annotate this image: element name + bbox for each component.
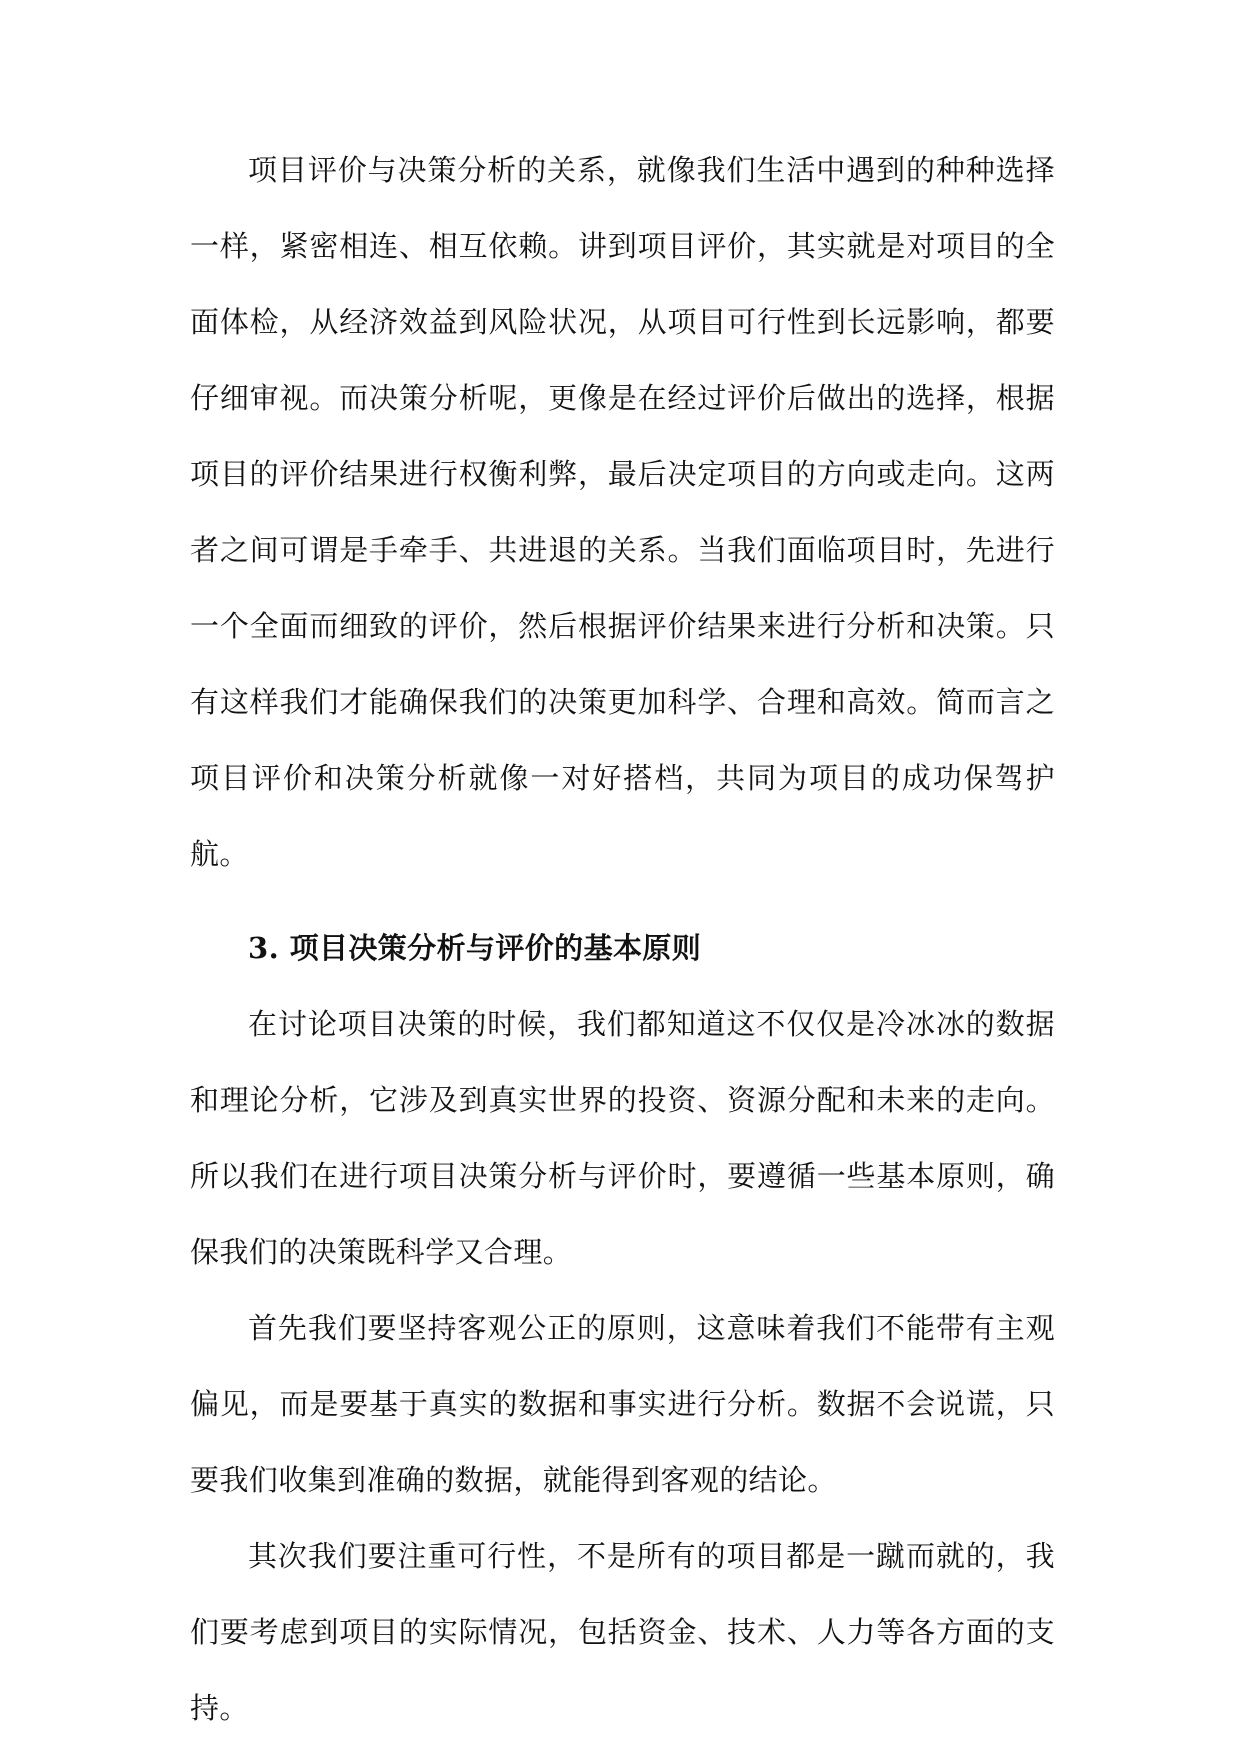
paragraph-feasibility: 其次我们要注重可行性，不是所有的项目都是一蹴而就的，我们要考虑到项目的实际情况，包括资金、技术、人力等各方面的支持。 xyxy=(190,1539,1055,1725)
paragraph-relationship: 项目评价与决策分析的关系，就像我们生活中遇到的种种选择一样，紧密相连、相互依赖。讲到项目评价，其实就是对项目的全面体检，从经济效益到风险状况，从项目可行性到长远影响，都要仔细审视。而决策分析呢，更像是在经过评价后做出的选择，根据项目的评价结果进行权衡利弊，最后决定项目的方向或走向。这两者之间可谓是手牵手、共进退的关系。当我们面临项目时，先进行一个全面而细致的评价，然后根据评价结果来进行分析和决策。只有这样我们才能确保我们的决策更加科学、合理和高效。简而言之项目评价和决策分析就像一对好搭档，共同为项目的成功保驾护航。 xyxy=(190,153,1055,871)
section-heading-basic-principles: 3. 项目决策分析与评价的基本原则 xyxy=(248,931,702,965)
paragraph-objectivity: 首先我们要坚持客观公正的原则，这意味着我们不能带有主观偏见，而是要基于真实的数据和事实进行分析。数据不会说谎，只要我们收集到准确的数据，就能得到客观的结论。 xyxy=(190,1311,1055,1497)
document-page xyxy=(190,132,1055,1746)
paragraph-intro-principles: 在讨论项目决策的时候，我们都知道这不仅仅是冷冰冰的数据和理论分析，它涉及到真实世界的投资、资源分配和未来的走向。所以我们在进行项目决策分析与评价时，要遵循一些基本原则，确保我们的决策既科学又合理。 xyxy=(190,1007,1055,1269)
